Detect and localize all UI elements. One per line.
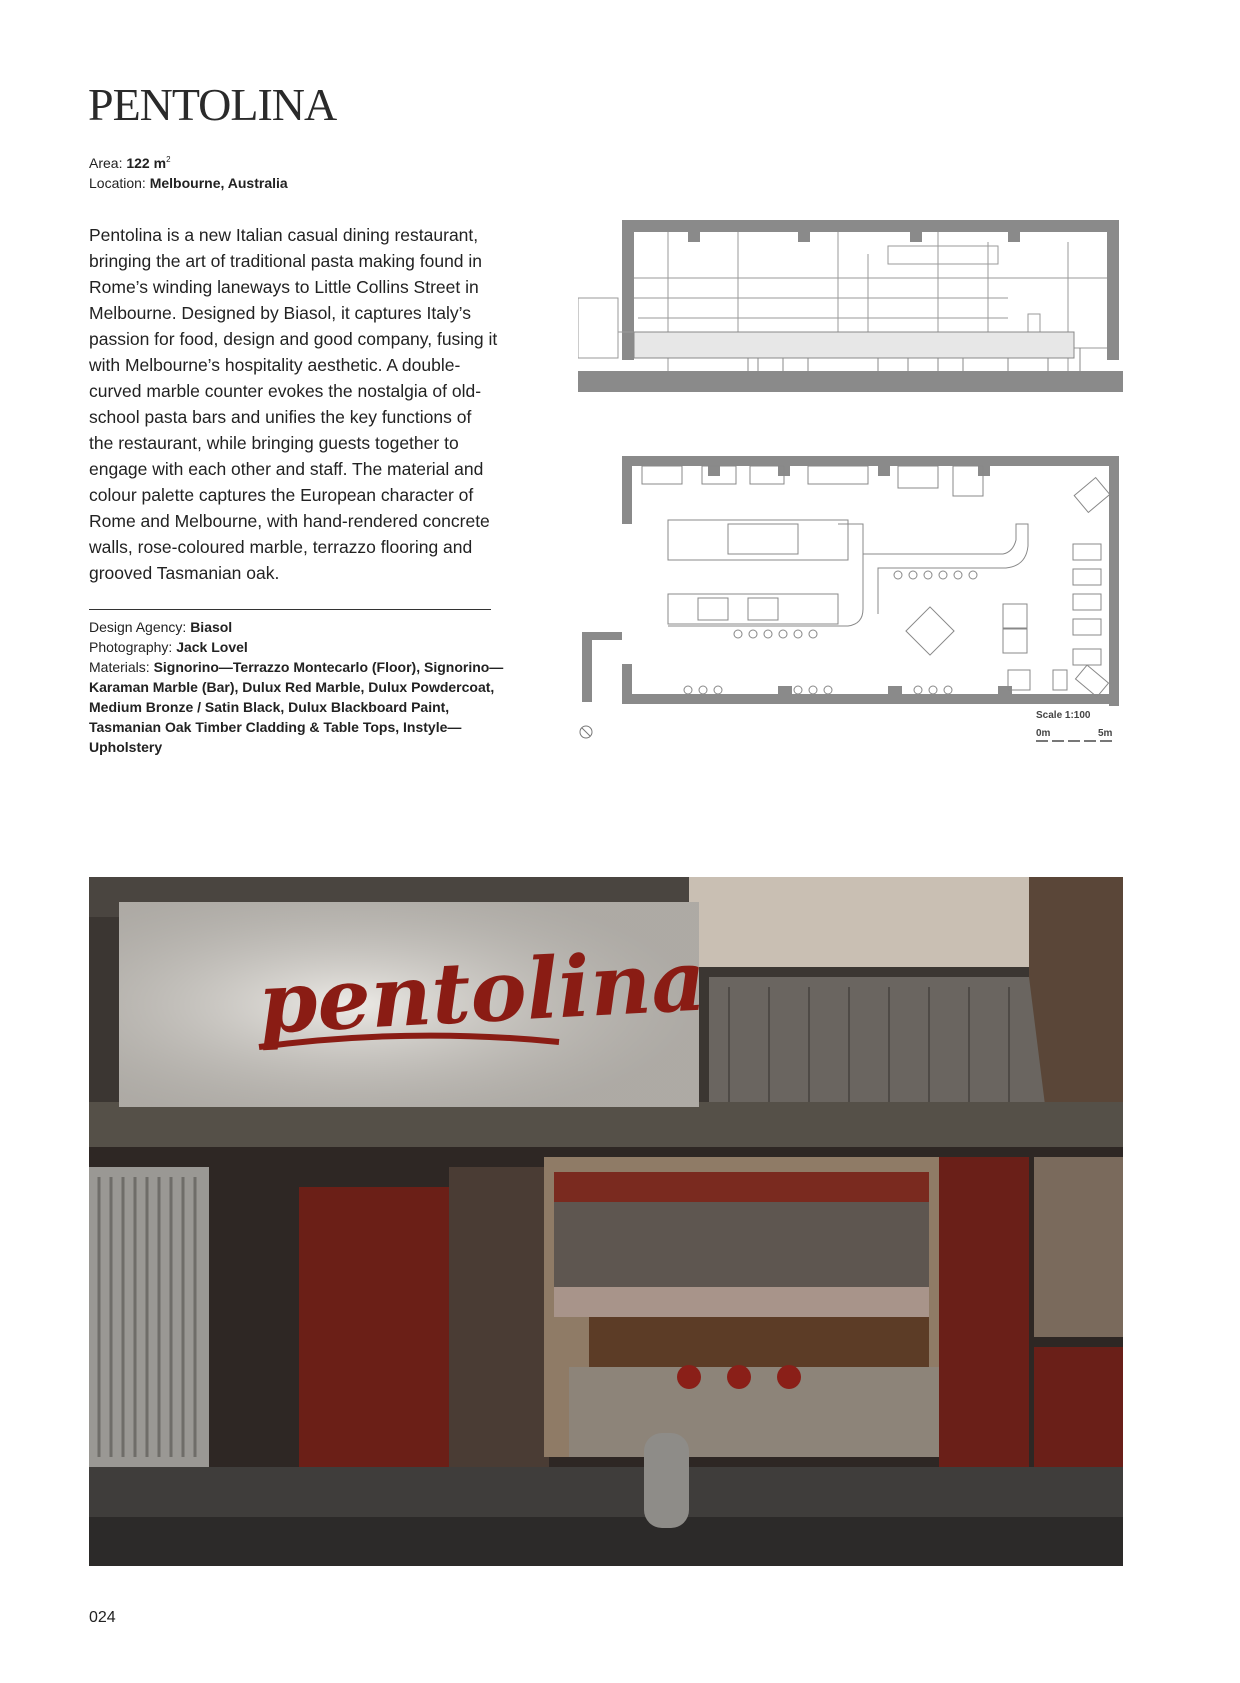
photography-label: Photography: (89, 639, 173, 655)
page-number: 024 (89, 1609, 116, 1626)
area-label: Area: (89, 155, 123, 171)
section-drawing (578, 218, 1123, 398)
location-line (89, 173, 288, 193)
project-meta (89, 153, 288, 193)
materials-label: Materials: (89, 659, 150, 675)
area-line (89, 153, 288, 173)
materials-line (89, 657, 509, 757)
materials-value: Signorino—Terrazzo Montecarlo (Floor), Signorino—Karaman Marble (Bar), Dulux Red Marble, Dulux Powdercoat, Medium Bronze / Satin Black, Dulux Blackboard Paint, Tasmanian Oak Timber Cladding & Table Tops, Instyle—Upholstery (89, 659, 504, 755)
photography-value: Jack Lovel (176, 639, 248, 655)
scale-end: 5m (1098, 728, 1113, 739)
page-title: PENTOLINA (88, 79, 337, 130)
location-label: Location: (89, 175, 146, 191)
scale-label: Scale 1:100 (1036, 710, 1091, 721)
agency-value: Biasol (190, 619, 233, 635)
agency-label: Design Agency: (89, 619, 187, 635)
area-value: 122 m (126, 155, 167, 171)
area-superscript: 2 (166, 155, 171, 164)
agency-line (89, 617, 509, 637)
sign-text: pentolina (256, 930, 708, 1053)
location-value: Melbourne, Australia (149, 175, 288, 191)
facade-photo (89, 877, 1123, 1566)
floor-plan (578, 454, 1123, 754)
scale-start: 0m (1036, 728, 1051, 739)
photography-line (89, 637, 509, 657)
description-paragraph: Pentolina is a new Italian casual dining restaurant, bringing the art of traditional pasta making found in Rome’s winding laneways to Little Collins Street in Melbourne. Designed by Biasol, it captures Italy’s passion for food, design and good company, fusing it with Melbourne’s hospitality aesthetic. A double-curved marble counter evokes the nostalgia of old-school pasta bars and unifies the key functions of the restaurant, while bringing guests together to engage with each other and staff. The material and colour palette captures the European character of Rome and Melbourne, with hand-rendered concrete walls, rose-coloured marble, terrazzo flooring and grooved Tasmanian oak. (89, 225, 498, 583)
credits-block (89, 617, 509, 757)
divider (89, 609, 491, 610)
